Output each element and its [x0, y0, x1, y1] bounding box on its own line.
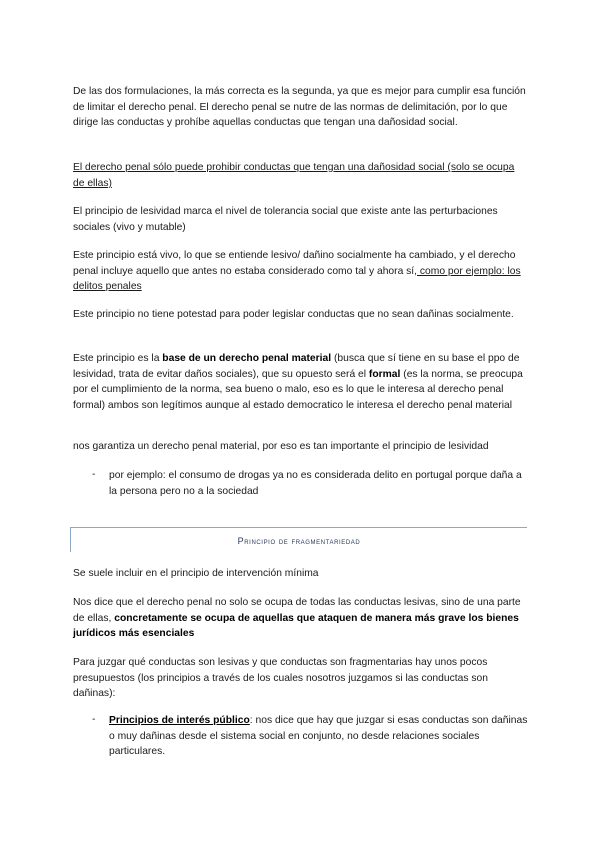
- paragraph-formulaciones: De las dos formulaciones, la más correcta es la segunda, ya que es mejor para cumplir esa función de limitar el derecho penal. El derecho penal se nutre de las normas de delimitación, por lo que dirige las conductas y prohíbe aquellas conductas que tengan una dañosidad social.: [73, 86, 526, 129]
- formal-bold: formal: [368, 368, 401, 380]
- principio-vivo-example: , como por ejemplo: los delitos penales: [73, 265, 521, 293]
- paragraph-principio-lesividad: El principio de lesividad marca el nivel de tolerancia social que existe ante las perturbaciones sociales (vivo y mutable): [73, 206, 498, 233]
- paragraph-danosidad-social: El derecho penal sólo puede prohibir conductas que tengan una dañosidad social (solo se ocupa de ellas): [73, 162, 515, 189]
- derecho-material-text-1: Este principio es la: [73, 353, 163, 364]
- paragraph-potestad: Este principio no tiene potestad para poder legislar conductas que no sean dañinas socialmente.: [73, 309, 514, 320]
- interes-publico-text: : nos dice que hay que juzgar si esas conductas son dañinas o muy dañinas desde el sistema social en conjunto, no desde relaciones sociales particulares.: [109, 715, 528, 758]
- paragraph-fragmentariedad: [73, 595, 528, 642]
- fragmentariedad-text: Nos dice que el derecho penal no solo se ocupa de todas las conductas lesivas, sino de una parte de ellas,: [73, 597, 521, 624]
- fragmentariedad-bold: concretamente se ocupa de aquellas que ataquen de manera más grave los bienes jurídicos más esenciales: [73, 612, 519, 640]
- principio-vivo-text: Este principio está vivo, lo que se entiende lesivo/ dañino socialmente ha cambiado, y el derecho penal incluye aquello que antes no estaba considerado como tal y ahora sí: [73, 250, 516, 277]
- interes-publico-title: Principios de interés público: [109, 715, 250, 726]
- paragraph-presupuestos: Para juzgar qué conductas son lesivas y que conductas son fragmentarias hay unos pocos presupuestos (los principios a través de los cuales nosotros juzgamos si las conductas son dañinas):: [73, 657, 488, 700]
- paragraph-derecho-material: [73, 351, 528, 414]
- bullet-marker: -: [92, 469, 96, 480]
- paragraph-intervencion-minima: Se suele incluir en el principio de intervención mínima: [73, 568, 319, 579]
- section-heading: Principio de fragmentariedad: [237, 536, 361, 546]
- bullet-marker: -: [92, 714, 96, 725]
- section-heading-box: [70, 527, 527, 552]
- paragraph-principio-vivo: [73, 248, 528, 295]
- derecho-material-text-2: (busca que sí tiene en su base el ppo de lesividad, trata de evitar daños sociales), que su opuesto será el: [73, 353, 520, 380]
- bullet-interes-publico: [109, 713, 529, 760]
- bullet-drogas: por ejemplo: el consumo de drogas ya no es considerada delito en portugal porque daña a la persona pero no a la sociedad: [109, 470, 522, 497]
- paragraph-garantiza: nos garantiza un derecho penal material, por eso es tan importante el principio de lesividad: [73, 441, 489, 452]
- derecho-material-text-3: (es la norma, se preocupa por el cumplimiento de la norma, sea bueno o malo, eso es lo que le interesa al derecho penal formal) ambos son legítimos aunque al estado democratico le interesa el derecho penal material: [73, 368, 523, 412]
- derecho-material-bold: base de un derecho penal material: [162, 353, 332, 364]
